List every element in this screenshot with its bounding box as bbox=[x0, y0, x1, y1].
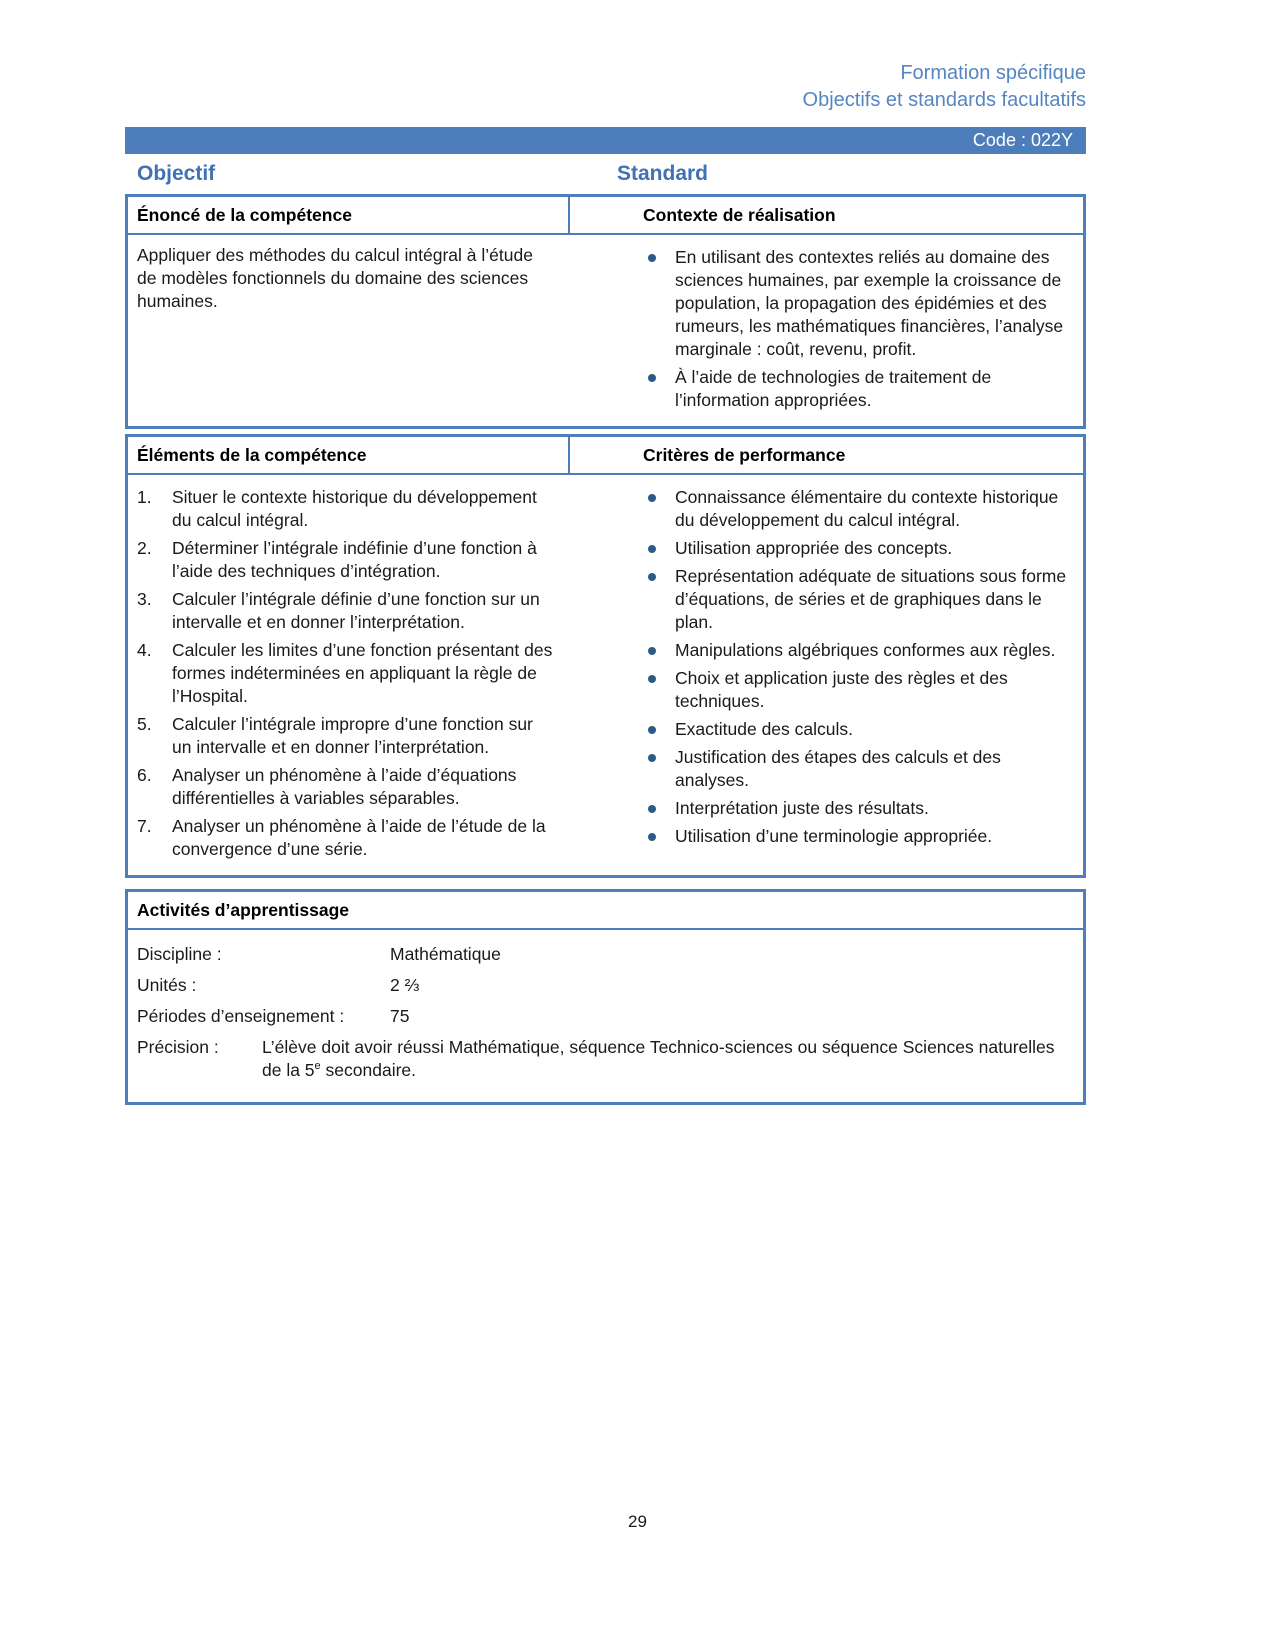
numbered-list-item bbox=[137, 486, 556, 532]
item-number: 4. bbox=[137, 640, 152, 660]
page-number: 29 bbox=[628, 1512, 647, 1531]
bullet-list-item bbox=[570, 718, 1073, 741]
document-header bbox=[125, 0, 1086, 114]
bullet-list-item bbox=[570, 246, 1073, 361]
numbered-list-item bbox=[137, 713, 556, 759]
code-bar bbox=[125, 127, 1086, 154]
precision-superscript: e bbox=[314, 1060, 321, 1073]
standard-title: Standard bbox=[617, 162, 709, 185]
bullet-list-item bbox=[570, 639, 1073, 662]
contexte-header: Contexte de réalisation bbox=[643, 205, 836, 225]
numbered-list-item bbox=[137, 815, 556, 861]
header-line-objectifs: Objectifs et standards facultatifs bbox=[802, 89, 1086, 111]
numbered-list-item bbox=[137, 764, 556, 810]
precision-label: Précision : bbox=[137, 1037, 219, 1057]
bullet-icon bbox=[648, 754, 656, 762]
bullet-text: Utilisation appropriée des concepts. bbox=[675, 538, 953, 558]
item-number: 6. bbox=[137, 765, 152, 785]
table-gap-large bbox=[125, 878, 1086, 889]
bullet-text: Choix et application juste des règles et des techniques. bbox=[675, 668, 1008, 711]
bullet-icon bbox=[648, 545, 656, 553]
bullet-icon bbox=[648, 805, 656, 813]
bullet-icon bbox=[648, 833, 656, 841]
bullet-text: Justification des étapes des calculs et des analyses. bbox=[675, 747, 1001, 790]
activites-rows bbox=[128, 943, 1083, 1028]
enonce-cell bbox=[128, 241, 570, 417]
competence-table-body bbox=[128, 235, 1083, 426]
bullet-list-item bbox=[570, 565, 1073, 634]
bullet-list-item bbox=[570, 486, 1073, 532]
code-label: Code : 022Y bbox=[972, 130, 1073, 150]
precision-text-before: L’élève doit avoir réussi Mathématique, séquence Technico-sciences ou séquence Sciences naturelles de la 5 bbox=[262, 1037, 1055, 1080]
bullet-list-item bbox=[570, 537, 1073, 560]
activites-row-value: Mathématique bbox=[390, 944, 501, 964]
column-titles bbox=[125, 154, 1086, 194]
enonce-text: Appliquer des méthodes du calcul intégral à l’étude de modèles fonctionnels du domaine des sciences humaines. bbox=[137, 245, 533, 311]
bullet-icon bbox=[648, 647, 656, 655]
competence-table bbox=[125, 194, 1086, 429]
bullet-text: Représentation adéquate de situations sous forme d’équations, de séries et de graphiques dans le plan. bbox=[675, 566, 1067, 632]
activites-table-header bbox=[128, 892, 1083, 930]
item-text: Situer le contexte historique du développement du calcul intégral. bbox=[172, 487, 537, 530]
bullet-text: À l’aide de technologies de traitement de l’information appropriées. bbox=[675, 367, 992, 410]
bullet-list-item bbox=[570, 667, 1073, 713]
bullet-text: Exactitude des calculs. bbox=[675, 719, 854, 739]
criteres-bullet-list bbox=[570, 481, 1083, 866]
item-number: 1. bbox=[137, 487, 152, 507]
numbered-list-item bbox=[137, 588, 556, 634]
bullet-text: Utilisation d’une terminologie appropriée. bbox=[675, 826, 993, 846]
bullet-list-item bbox=[570, 746, 1073, 792]
page-content bbox=[125, 0, 1086, 1105]
elements-header: Éléments de la compétence bbox=[128, 437, 570, 473]
bullet-icon bbox=[648, 675, 656, 683]
activites-table-body bbox=[128, 930, 1083, 1102]
activites-table bbox=[125, 889, 1086, 1105]
activites-row bbox=[128, 943, 1083, 966]
bullet-text: En utilisant des contextes reliés au domaine des sciences humaines, par exemple la croissance de population, la propagation des épidémies et des rumeurs, les mathématiques financières, l’analyse marginale : coût, revenu, profit. bbox=[675, 247, 1064, 359]
objectif-title: Objectif bbox=[137, 162, 216, 185]
numbered-list-item bbox=[137, 537, 556, 583]
item-number: 7. bbox=[137, 816, 152, 836]
bullet-list-item bbox=[570, 825, 1073, 848]
item-number: 5. bbox=[137, 714, 152, 734]
activites-row-label: Périodes d’enseignement : bbox=[137, 1006, 345, 1026]
activites-row bbox=[128, 1005, 1083, 1028]
bullet-list-item bbox=[570, 366, 1073, 412]
bullet-text: Connaissance élémentaire du contexte historique du développement du calcul intégral. bbox=[675, 487, 1059, 530]
item-text: Calculer les limites d’une fonction présentant des formes indéterminées en appliquant la règle de l’Hospital. bbox=[172, 640, 553, 706]
elements-numbered-list bbox=[128, 481, 570, 866]
numbered-list-item bbox=[137, 639, 556, 708]
bullet-text: Manipulations algébriques conformes aux règles. bbox=[675, 640, 1056, 660]
activites-row-label: Unités : bbox=[137, 975, 197, 995]
item-number: 3. bbox=[137, 589, 152, 609]
activites-header: Activités d’apprentissage bbox=[137, 900, 350, 920]
activites-row-label: Discipline : bbox=[137, 944, 222, 964]
precision-text-after: secondaire. bbox=[320, 1060, 417, 1080]
bullet-icon bbox=[648, 573, 656, 581]
activites-row-value: 2 ⅔ bbox=[390, 975, 420, 995]
elements-table-header bbox=[128, 437, 1083, 475]
enonce-header: Énoncé de la compétence bbox=[128, 197, 570, 233]
bullet-list-item bbox=[570, 797, 1073, 820]
item-text: Déterminer l’intégrale indéfinie d’une fonction à l’aide des techniques d’intégration. bbox=[172, 538, 537, 581]
bullet-text: Interprétation juste des résultats. bbox=[675, 798, 929, 818]
item-text: Analyser un phénomène à l’aide de l’étude de la convergence d’une série. bbox=[172, 816, 546, 859]
bullet-icon bbox=[648, 494, 656, 502]
item-text: Calculer l’intégrale impropre d’une fonction sur un intervalle et en donner l’interprétation. bbox=[172, 714, 533, 757]
item-text: Calculer l’intégrale définie d’une fonction sur un intervalle et en donner l’interprétation. bbox=[172, 589, 540, 632]
bullet-icon bbox=[648, 374, 656, 382]
elements-table bbox=[125, 434, 1086, 878]
item-number: 2. bbox=[137, 538, 152, 558]
bullet-icon bbox=[648, 254, 656, 262]
bullet-icon bbox=[648, 726, 656, 734]
activites-row bbox=[128, 974, 1083, 997]
contexte-bullet-list bbox=[570, 241, 1083, 417]
competence-table-header bbox=[128, 197, 1083, 235]
header-line-formation: Formation spécifique bbox=[900, 62, 1086, 84]
precision-value bbox=[262, 1036, 1083, 1082]
elements-table-body bbox=[128, 475, 1083, 875]
activites-row-value: 75 bbox=[390, 1006, 410, 1026]
item-text: Analyser un phénomène à l’aide d’équations différentielles à variables séparables. bbox=[172, 765, 517, 808]
precision-row bbox=[128, 1036, 1083, 1082]
criteres-header: Critères de performance bbox=[643, 445, 846, 465]
